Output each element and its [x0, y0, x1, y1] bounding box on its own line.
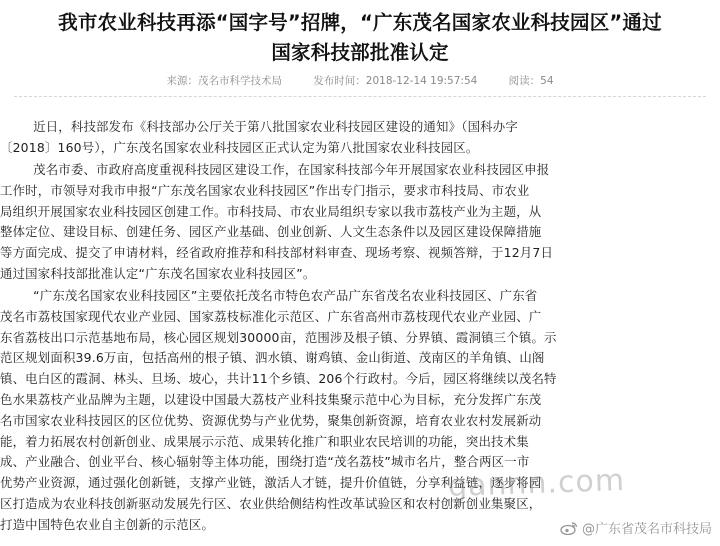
- article-title: [0, 8, 720, 68]
- article-publish-time: 发布时间：2018-12-14 19:57:54: [313, 75, 478, 87]
- article-meta: [0, 73, 720, 88]
- paragraph-line: 通过国家科技部批准认定“广东茂名国家农业科技园区”。: [0, 265, 316, 281]
- paragraph-2: [0, 160, 553, 285]
- paragraph-line: 茂名市委、市政府高度重视科技园区建设工作，在国家科技部今年开展国家农业科技园区申报: [0, 162, 550, 177]
- weibo-account-label: @广东省茂名市科技局: [581, 522, 712, 537]
- article-view-count: 阅读：54: [508, 75, 554, 87]
- paragraph-1: [0, 117, 518, 159]
- article-title-line-1: 我市农业科技再添“国字号”招牌，“广东茂名国家农业科技园区”通过: [58, 11, 662, 34]
- article-title-line-2: 国家科技部批准认定: [271, 41, 449, 64]
- paragraph-line: 镇、电白区的霞洞、林头、旦场、坡心，共计11个乡镇、206个行政村。今后，园区将继续以茂名特: [0, 371, 557, 387]
- paragraph-line: 范区规划面积39.6万亩，包括高州的根子镇、泗水镇、谢鸡镇、金山街道、茂南区的羊角镇、山阁: [0, 350, 545, 366]
- paragraph-line: 优势产业资源，通过强化创新链，支撑产业链，激活人才链，提升价值链，分享利益链，逐步将园: [0, 475, 542, 491]
- paragraph-line: 区打造成为农业科技创新驱动发展先行区、农业供给侧结构性改革试验区和农村创新创业集聚区，: [0, 495, 542, 511]
- article-source: 来源：茂名市科学技术局: [166, 75, 282, 87]
- paragraph-line: 成、产业融合、创业平台、核心辐射等主体功能，围绕打造“茂名荔枝”城市名片，整合两区一市: [0, 454, 530, 470]
- paragraph-line: 名市国家农业科技园区的区位优势、资源优势与产业优势，聚集创新资源，培育农业农村发展新动: [0, 412, 542, 428]
- meta-divider: [14, 96, 706, 97]
- paragraph-line: 整体定位、建设目标、创建任务、园区产业基础、创业创新、人文生态条件以及园区建设保障措施: [0, 224, 542, 240]
- paragraph-line: 〔2018〕160号），广东茂名国家农业科技园区正式认定为第八批国家农业科技园区。: [0, 139, 479, 155]
- weibo-icon: [560, 521, 578, 535]
- paragraph-line: 工作时，市领导对我市申报“广东茂名国家农业科技园区”作出专门指示，要求市科技局、市农业: [0, 182, 530, 198]
- paragraph-line: 等方面完成、提交了申请材料，经省政府推荐和科技部材料审查、现场考察、视频答辩，于12月7日: [0, 245, 554, 261]
- paragraph-line: 局组织开展国家农业科技园区创建工作。市科技局、市农业局组织专家以我市荔枝产业为主题，从: [0, 203, 542, 219]
- weibo-watermark: [560, 518, 712, 537]
- paragraph-line: 能，着力拓展农村创新创业、成果展示示范、成果转化推广和职业农民培训的功能，突出技术集: [0, 433, 529, 449]
- paragraph-line: 茂名市荔枝国家现代农业产业园、国家荔枝标准化示范区、广东省高州市荔枝现代农业产业园、广: [0, 308, 542, 324]
- paragraph-line: “广东茂名国家农业科技园区”主要依托茂名市特色农产品广东省茂名农业科技园区、广东省: [0, 288, 538, 303]
- paragraph-line: 近日，科技部发布《科技部办公厅关于第八批国家农业科技园区建设的通知》（国科办字: [0, 119, 518, 134]
- paragraph-line: 色水果荔枝产业品牌为主题，以建设中国最大荔枝产业科技集聚示范中心为目标，充分发挥广东茂: [0, 391, 542, 407]
- paragraph-line: 东省荔枝出口示范基地布局，核心园区规划30000亩，范围涉及根子镇、分界镇、霞洞镇三个镇。示: [0, 329, 557, 345]
- paragraph-line: 打造中国特色农业自主创新的示范区。: [0, 516, 215, 532]
- site-watermark: gannn.com: [447, 462, 626, 505]
